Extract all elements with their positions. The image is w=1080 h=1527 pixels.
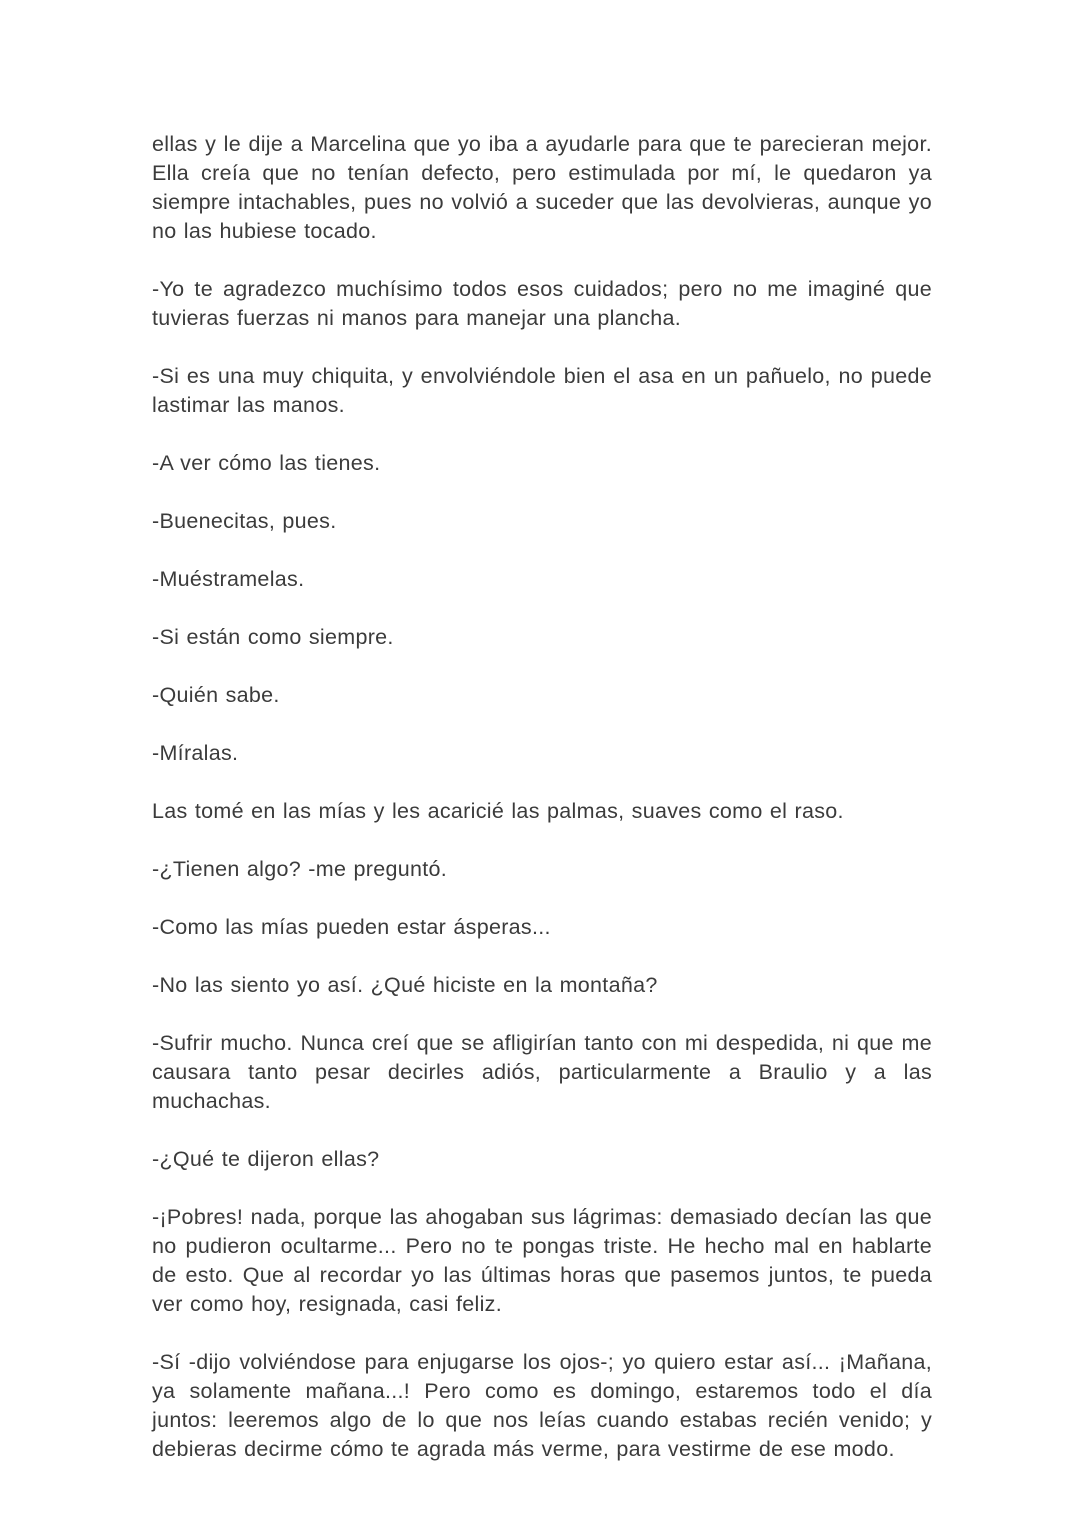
paragraph: -Si es una muy chiquita, y envolviéndole bien el asa en un pañuelo, no puede lastimar las manos. <box>152 364 932 417</box>
paragraph: -Sufrir mucho. Nunca creí que se afligirían tanto con mi despedida, ni que me causara tanto pesar decirles adiós, particularmente a Braulio y a las muchachas. <box>152 1031 932 1113</box>
paragraph: ellas y le dije a Marcelina que yo iba a ayudarle para que te parecieran mejor. Ella creía que no tenían defecto, pero estimulada por mí, le quedaron ya siempre intachables, pues no volvió a suceder que las devolvieras, aunque yo no las hubiese tocado. <box>152 132 932 243</box>
paragraph: -Muéstramelas. <box>152 567 305 591</box>
paragraph: -¿Tienen algo? -me preguntó. <box>152 857 448 881</box>
paragraph: -No las siento yo así. ¿Qué hiciste en la montaña? <box>152 973 658 997</box>
paragraph: -A ver cómo las tienes. <box>152 451 381 475</box>
paragraph: Las tomé en las mías y les acaricié las palmas, suaves como el raso. <box>152 799 844 823</box>
paragraph: -Sí -dijo volviéndose para enjugarse los ojos-; yo quiero estar así... ¡Mañana, ya solamente mañana...! Pero como es domingo, estaremos todo el día juntos: leeremos algo de lo que nos leías cuando estabas recién venido; y debieras decirme cómo te agrada más verme, para vestirme de ese modo. <box>152 1350 932 1461</box>
paragraph: -Quién sabe. <box>152 683 280 707</box>
paragraph: -¿Qué te dijeron ellas? <box>152 1147 380 1171</box>
paragraph: -Míralas. <box>152 741 239 765</box>
paragraph: -Como las mías pueden estar ásperas... <box>152 915 551 939</box>
paragraph: -¡Pobres! nada, porque las ahogaban sus lágrimas: demasiado decían las que no pudieron ocultarme... Pero no te pongas triste. He hecho mal en hablarte de esto. Que al recordar yo las últimas horas que pasemos juntos, te pueda ver como hoy, resignada, casi feliz. <box>152 1205 932 1316</box>
text-block <box>152 130 932 1493</box>
paragraph: -Yo te agradezco muchísimo todos esos cuidados; pero no me imaginé que tuvieras fuerzas ni manos para manejar una plancha. <box>152 277 932 330</box>
paragraph: -Si están como siempre. <box>152 625 394 649</box>
paragraph: -Buenecitas, pues. <box>152 509 337 533</box>
